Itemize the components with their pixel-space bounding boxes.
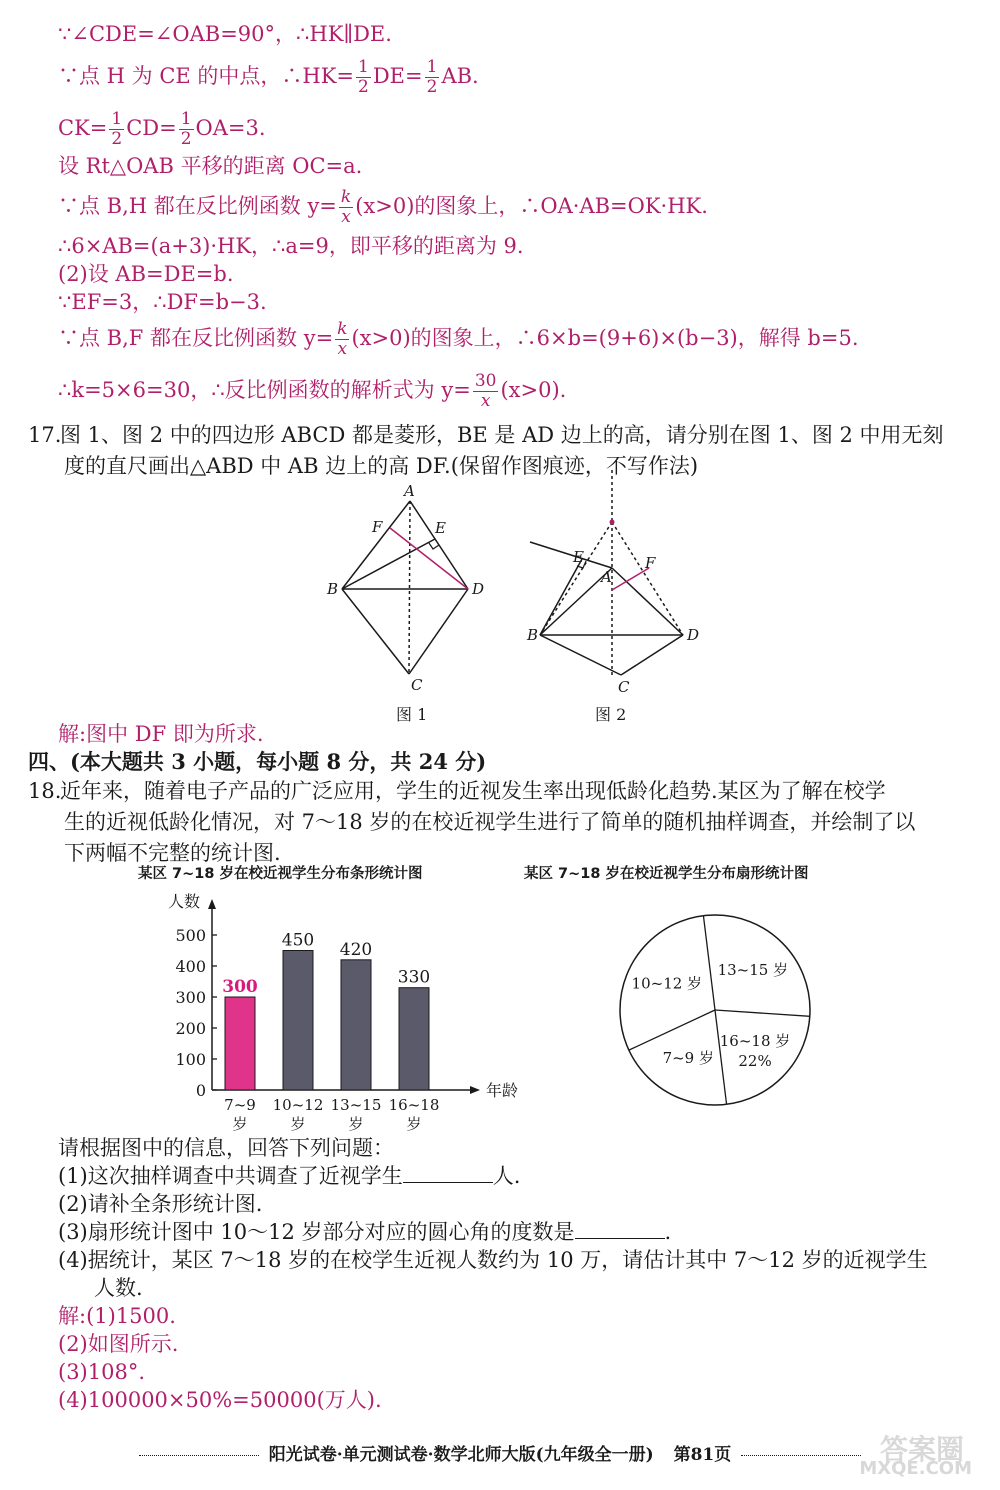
solution-line-1: ∵∠CDE=∠OAB=90°，∴HK∥DE. [58, 22, 392, 46]
y-tick-label: 200 [175, 1019, 206, 1038]
category-label: 10~12 [272, 1096, 324, 1114]
solution-line-4: 设 Rt△OAB 平移的距离 OC=a. [58, 154, 363, 178]
q18-prompt: 请根据图中的信息，回答下列问题： [58, 1136, 394, 1160]
watermark-url: MXQE.COM [859, 1458, 972, 1479]
question-number: 17. [28, 423, 62, 447]
watermark-logo: 答案圈 [879, 1433, 964, 1466]
edge-BC [540, 635, 621, 675]
question-18: 18.近年来，随着电子产品的广泛应用，学生的近视发生率出现低龄化趋势.某区为了解在校学 生的近视低龄化情况，对 7～18 岁的在校近视学生进行了简单的随机抽样调查，并绘制了以 下两幅不完整的统计图. [28, 776, 978, 869]
slice-label: 13~15 岁 [717, 960, 789, 979]
extension-DA [530, 542, 612, 568]
q18-sub4: (4)据统计，某区 7～18 岁的在校学生近视人数约为 10 万，请估计其中 7～12 岁的近视学生 [58, 1248, 928, 1272]
y-tick-label: 100 [175, 1050, 206, 1069]
q18-answer-2: (2)如图所示. [58, 1332, 179, 1356]
q18-sub3: (3)扇形统计图中 10～12 岁部分对应的圆心角的度数是 . [58, 1220, 672, 1244]
answer-blank-1[interactable] [403, 1162, 493, 1183]
q18-answer-3: (3)108°. [58, 1360, 146, 1384]
category-label: 16~18 [388, 1096, 440, 1114]
y-axis-label: 人数 [168, 892, 201, 911]
category-label: 7~9 [224, 1096, 256, 1114]
figure-1 [325, 478, 500, 713]
intersection-point [610, 520, 615, 525]
label-C: C [618, 678, 630, 696]
diagonal-AC [409, 501, 410, 674]
x-axis-label: 年龄 [486, 1081, 519, 1100]
question-17: 17.图 1、图 2 中的四边形 ABCD 都是菱形，BE 是 AD 边上的高，请分别在图 1、图 2 中用无刻 度的直尺画出△ABD 中 AB 边上的高 DF.(保留作图痕迹，不写作法) [28, 420, 978, 482]
category-label: 岁 [348, 1115, 364, 1133]
label-B: B [527, 626, 539, 644]
label-F: F [372, 518, 383, 536]
question-number: 18. [28, 779, 62, 803]
slice-label: 16~18 岁 [719, 1031, 791, 1050]
y-axis-arrow [208, 899, 216, 909]
label-D: D [472, 580, 485, 598]
pie-chart-title: 某区 7~18 岁在校近视学生分布扇形统计图 [524, 866, 809, 882]
solution-line-3: CK= $\frac{1}{2}$ CD= $\frac{1}{2}$ OA=3. [58, 109, 266, 149]
category-label: 13~15 [330, 1096, 382, 1114]
q18-sub2: (2)请补全条形统计图. [58, 1192, 263, 1216]
bar-chart-title: 某区 7~18 岁在校近视学生分布条形统计图 [138, 866, 423, 882]
category-label: 岁 [232, 1115, 248, 1133]
q18-sub1: (1)这次抽样调查中共调查了近视学生 人. [58, 1164, 521, 1188]
bar-value-label: 300 [222, 977, 258, 997]
bar-value-label: 450 [281, 930, 315, 951]
answer-blank-3[interactable] [575, 1218, 665, 1239]
footer-title: 阳光试卷·单元测试卷·数学北师大版(九年级全一册) [268, 1445, 654, 1465]
bar-2 [283, 951, 313, 1091]
slice-label: 10~12 岁 [631, 974, 703, 993]
edge-AB [342, 501, 410, 589]
page-footer [40, 1440, 960, 1470]
solution-line-5: ∵点 B,H 都在反比例函数 y= $\frac{k}{x}$ (x>0)的图象上，∴OA·AB=OK·HK. [58, 187, 708, 227]
bar-1 [225, 997, 255, 1090]
solution-line-6: ∴6×AB=(a+3)·HK，∴a=9，即平移的距离为 9. [58, 234, 524, 258]
figure-2 [525, 470, 715, 720]
bar-value-label: 330 [397, 967, 431, 988]
solution-line-9: ∵点 B,F 都在反比例函数 y= $\frac{k}{x}$ (x>0)的图象上，∴6×b=(9+6)×(b−3)，解得 b=5. [58, 319, 859, 359]
q17-answer: 解:图中 DF 即为所求. [58, 722, 264, 746]
label-E: E [435, 519, 446, 537]
y-tick-label: 500 [175, 926, 206, 945]
label-F: F [645, 554, 656, 572]
y-tick-label: 0 [195, 1081, 206, 1100]
label-D: D [687, 626, 700, 644]
altitude-BE [540, 559, 582, 635]
bar-chart [150, 885, 530, 1135]
q18-sub4-cont: 人数. [94, 1276, 143, 1300]
slice-percent-label: 22% [738, 1051, 772, 1070]
q18-answer-1: 解:(1)1500. [58, 1304, 176, 1328]
slice-label: 7~9 岁 [662, 1049, 715, 1068]
y-tick-label: 300 [175, 988, 206, 1007]
bar-4 [399, 988, 429, 1090]
bar-3 [341, 960, 371, 1090]
label-B: B [327, 580, 339, 598]
label-A: A [404, 482, 415, 500]
altitude-DF [390, 528, 468, 589]
bar-value-label: 420 [339, 939, 373, 960]
edge-CD [621, 635, 683, 675]
figure-2-caption: 图 2 [595, 705, 627, 724]
edge-CD [409, 589, 468, 674]
altitude-DF [612, 568, 649, 590]
pie-chart [610, 905, 820, 1115]
label-E: E [573, 548, 584, 566]
edge-BC [342, 589, 409, 674]
solution-line-8: ∵EF=3，∴DF=b−3. [58, 290, 267, 314]
solution-line-2: ∵点 H 为 CE 的中点，∴HK= $\frac{1}{2}$ DE= $\frac{1}{2}$ AB. [58, 57, 479, 97]
solution-line-10: ∴k=5×6=30，∴反比例函数的解析式为 y= $\frac{30}{x}$ (x>0). [58, 371, 567, 411]
altitude-BE [342, 539, 435, 589]
y-tick-label: 400 [175, 957, 206, 976]
x-axis-arrow [470, 1086, 480, 1094]
section-heading: 四、(本大题共 3 小题，每小题 8 分，共 24 分) [28, 749, 487, 774]
page-number: 第81页 [673, 1445, 732, 1465]
label-C: C [411, 676, 423, 694]
solution-line-7: (2)设 AB=DE=b. [58, 262, 234, 286]
q18-answer-4: (4)100000×50%=50000(万人). [58, 1388, 382, 1412]
category-label: 岁 [290, 1115, 306, 1133]
figure-1-caption: 图 1 [396, 705, 428, 724]
label-A: A [601, 568, 612, 586]
category-label: 岁 [406, 1115, 422, 1133]
